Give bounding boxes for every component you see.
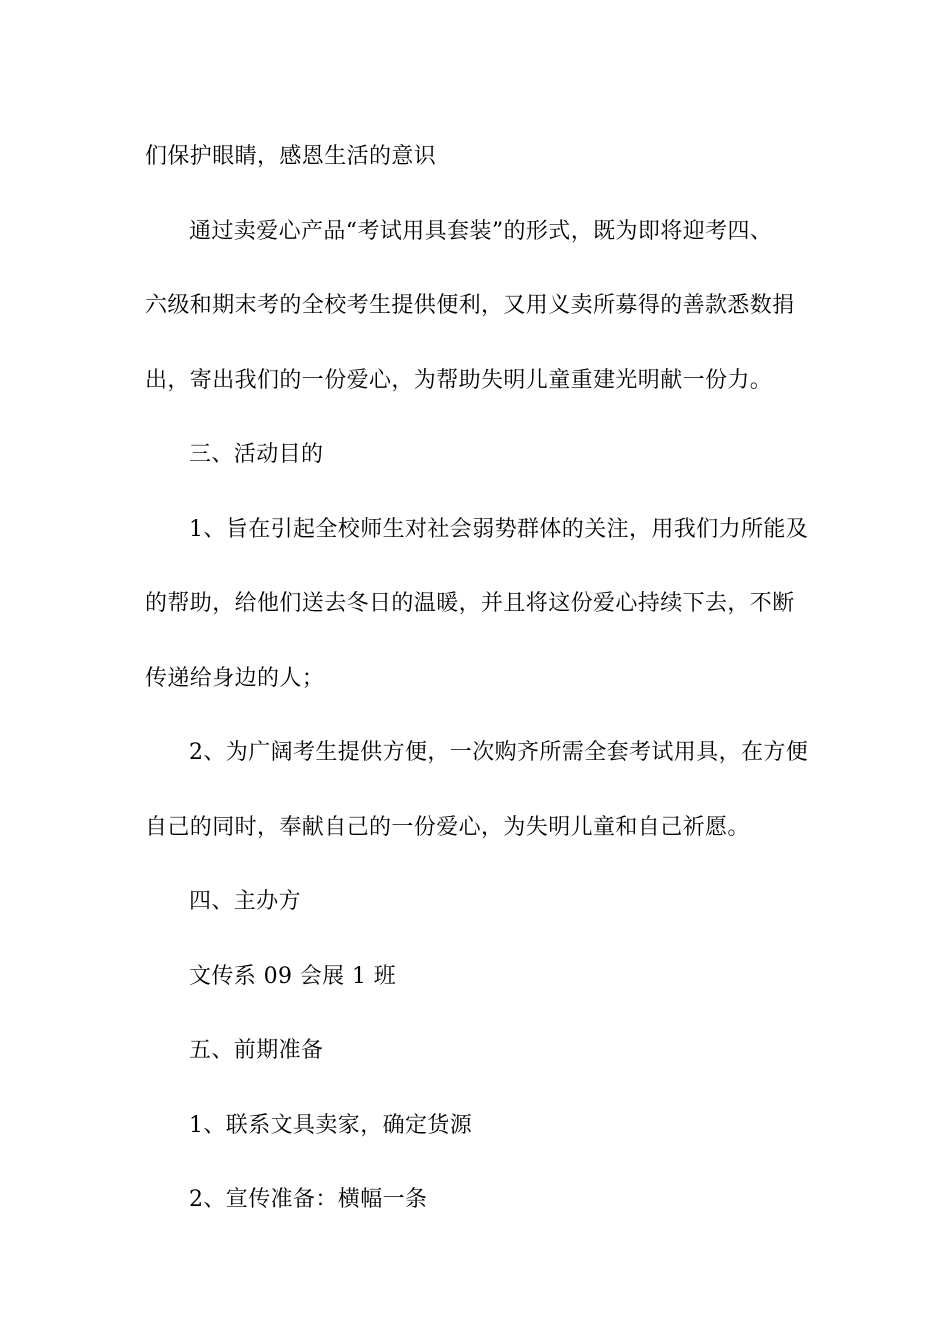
paragraph-line: 2、为广阔考生提供方便，一次购齐所需全套考试用具，在方便 [189,740,809,765]
section-heading: 四、主办方 [189,889,302,914]
paragraph-line: 1、旨在引起全校师生对社会弱势群体的关注，用我们力所能及 [189,516,809,542]
paragraph-line: 通过卖爱心产品“考试用具套装”的形式，既为即将迎考四、 [189,218,773,244]
paragraph-line: 们保护眼睛，感恩生活的意识 [145,144,437,169]
paragraph-line: 六级和期末考的全校考生提供便利，又用义卖所募得的善款悉数捐 [145,293,795,318]
section-heading: 三、活动目的 [189,442,324,467]
paragraph-line: 出，寄出我们的一份爱心，为帮助失明儿童重建光明献一份力。 [145,367,773,393]
paragraph-line: 文传系 09 会展 1 班 [189,963,397,989]
document-body [145,120,810,1238]
paragraph-line: 传递给身边的人； [145,665,325,691]
paragraph-line: 的帮助，给他们送去冬日的温暖，并且将这份爱心持续下去，不断 [145,591,795,616]
paragraph-line: 自己的同时，奉献自己的一份爱心，为失明儿童和自己祈愿。 [145,814,750,840]
section-heading: 五、前期准备 [189,1038,324,1063]
paragraph-line: 1、联系文具卖家，确定货源 [189,1112,473,1138]
paragraph-line: 2、宣传准备：横幅一条 [189,1187,428,1212]
